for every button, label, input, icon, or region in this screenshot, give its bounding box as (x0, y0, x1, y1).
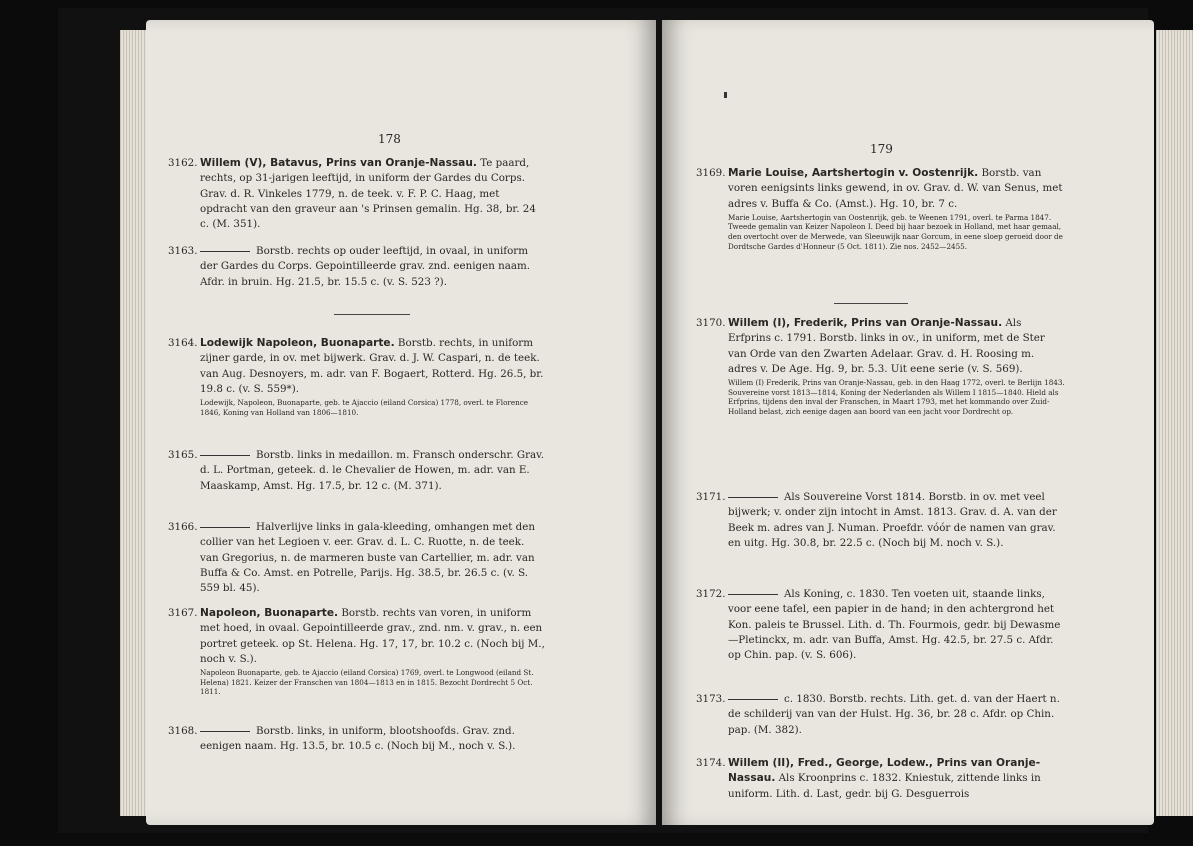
entry-heading: Marie Louise, Aartshertogin v. Oostenrijk. (728, 167, 979, 179)
left-page (146, 20, 656, 825)
entry-number: 3174. (696, 757, 726, 769)
entry-number: 3167. (168, 607, 198, 619)
entry-body: Borstb. links in medaillon. m. Fransch onderschr. Grav. d. L. Portman, geteek. d. le Chevalier de Howen, m. adr. van E. Maaskamp, Amst. Hg. 17.5, br. 12 c. (M. 371). (200, 449, 545, 492)
entry-body: Als Kroonprins c. 1832. Kniestuk, zittende links in uniform. Lith. d. Last, gedr. bij G. Desguerrois (728, 772, 1041, 800)
repeat-dash (728, 699, 778, 700)
book-spread (58, 8, 1148, 833)
section-divider (834, 303, 908, 304)
entry-body: Borstb. rechts van voren, in uniform met hoed, in ovaal. Gepointilleerde grav., znd. nm. v. grav., n. een portret geteek. op St. Helena. Hg. 17, 17, br. 10.2 c. (Noch bij M., noch v. S.). (200, 607, 545, 665)
catalog-entry (168, 606, 546, 697)
entry-number: 3171. (696, 491, 726, 503)
entry-note: Napoleon Buonaparte, geb. te Ajaccio (eiland Corsica) 1769, overl. te Longwood (eiland St. Helena) 1821. Keizer der Franschen van 1804—1813 en in 1815. Bezocht Dordrecht 5 Oct. 1811. (200, 668, 534, 697)
entry-heading: Lodewijk Napoleon, Buonaparte. (200, 337, 395, 349)
repeat-dash (200, 251, 250, 252)
repeat-dash (200, 731, 250, 732)
entry-body: Borstb. links, in uniform, blootshoofds. Grav. znd. eenigen naam. Hg. 13.5, br. 10.5 c. (Noch bij M., noch v. S.). (200, 725, 516, 753)
entry-heading: Willem (II), Fred., George, Lodew., Prins van Oranje-Nassau. (728, 757, 1041, 785)
right-page-edges (1156, 30, 1193, 816)
entry-body: Te paard, rechts, op 31-jarigen leeftijd, in uniform der Gardes du Corps. Grav. d. R. Vinkeles 1779, n. de teek. v. F. P. C. Haag, met opdracht van den graveur aan 's Prinsen gemalin. Hg. 38, br. 24 c. (M. 351). (200, 157, 536, 231)
catalog-entry (168, 336, 546, 417)
ink-speck (724, 92, 727, 98)
catalog-entry (696, 166, 1066, 251)
entry-note: Willem (I) Frederik, Prins van Oranje-Nassau, geb. in den Haag 1772, overl. te Berlijn 1843. Souvereine vorst 1813—1814, Koning der Nederlanden als Willem I 1815—1840. Hield als Erfprins, tijdens den inval der Franschen, in Maart 1793, met het kommando over Zuid-Holland belast, zich eenige dagen aan boord van een jacht voor Dordrecht op. (728, 378, 1065, 416)
entry-number: 3164. (168, 337, 198, 349)
entry-heading: Napoleon, Buonaparte. (200, 607, 339, 619)
entry-body: Halverlijve links in gala-kleeding, omhangen met den collier van het Legioen v. eer. Grav. d. L. C. Ruotte, n. de teek. van Gregorius, n. de marmeren buste van Cartellier, m. adr. van Buffa & Co. Amst. en Potrelle, Parijs. Hg. 38.5, br. 26.5 c. (v. S. 559 bl. 45). (200, 521, 535, 595)
entry-body: Als Koning, c. 1830. Ten voeten uit, staande links, voor eene tafel, een papier in de hand; in den achtergrond het Kon. paleis te Brussel. Lith. d. Th. Fourmois, gedr. bij Dewasme—Pletinckx, m. adr. van Buffa, Amst. Hg. 42.5, br. 27.5 c. Afdr. op Chin. pap. (v. S. 606). (728, 588, 1061, 662)
catalog-entry (696, 756, 1066, 802)
entry-number: 3163. (168, 245, 198, 257)
entry-note: Marie Louise, Aartshertogin van Oostenrijk, geb. te Weenen 1791, overl. te Parma 1847. Tweede gemalin van Keizer Napoleon I. Deed bij haar bezoek in Holland, met haar gemaal, den overtocht over de Merwede, van Sleeuwijk naar Gorcum, in eene sloep geroeid door de Dordtsche Gardes d'Honneur (5 Oct. 1811). Zie nos. 2452—2455. (728, 212, 1063, 251)
entry-body: c. 1830. Borstb. rechts. Lith. get. d. van der Haert n. de schilderij van van der Hulst. Hg. 36, br. 28 c. Afdr. op Chin. pap. (M. 382). (728, 693, 1060, 736)
entry-number: 3173. (696, 693, 726, 705)
entry-body: Borstb. rechts op ouder leeftijd, in ovaal, in uniform der Gardes du Corps. Gepointilleerde grav. znd. eenigen naam. Afdr. in bruin. Hg. 21.5, br. 15.5 c. (v. S. 523 ?). (200, 245, 531, 288)
repeat-dash (200, 455, 250, 456)
entry-body: Borstb. van voren eenigsints links gewend, in ov. Grav. d. W. van Senus, met adres v. Buffa & Co. (Amst.). Hg. 10, br. 7 c. (728, 167, 1063, 210)
catalog-entry (168, 724, 546, 755)
catalog-entry (168, 448, 546, 494)
entry-body: Borstb. rechts, in uniform zijner garde, in ov. met bijwerk. Grav. d. J. W. Caspari, n. de teek. van Aug. Desnoyers, m. adr. van F. Bogaert, Rotterd. Hg. 26.5, br. 19.8 c. (v. S. 559*). (200, 337, 544, 395)
entry-number: 3162. (168, 157, 198, 169)
entry-number: 3166. (168, 521, 198, 533)
right-page (662, 20, 1154, 825)
entry-number: 3170. (696, 317, 726, 329)
page-number: 179 (870, 142, 893, 156)
page-number: 178 (378, 132, 401, 146)
catalog-entry (696, 316, 1066, 417)
entry-note: Lodewijk, Napoleon, Buonaparte, geb. te Ajaccio (eiland Corsica) 1778, overl. te Florence 1846, Koning van Holland van 1806—1810. (200, 398, 528, 417)
entry-number: 3165. (168, 449, 198, 461)
entry-body: Als Souvereine Vorst 1814. Borstb. in ov. met veel bijwerk; v. onder zijn intocht in Amst. 1813. Grav. d. A. van der Beek m. adres van J. Numan. Proefdr. vóór de namen van grav. en uitg. Hg. 30.8, br. 22.5 c. (Noch bij M. noch v. S.). (728, 491, 1057, 549)
repeat-dash (728, 594, 778, 595)
catalog-entry (168, 156, 546, 232)
repeat-dash (200, 527, 250, 528)
section-divider (334, 314, 410, 315)
catalog-entry (168, 520, 546, 596)
catalog-entry (696, 490, 1066, 551)
entry-heading: Willem (I), Frederik, Prins van Oranje-Nassau. (728, 317, 1003, 329)
entry-number: 3172. (696, 588, 726, 600)
repeat-dash (728, 497, 778, 498)
catalog-entry (696, 587, 1066, 663)
catalog-entry (168, 244, 546, 290)
catalog-entry (696, 692, 1066, 738)
entry-number: 3168. (168, 725, 198, 737)
entry-heading: Willem (V), Batavus, Prins van Oranje-Nassau. (200, 157, 477, 169)
entry-number: 3169. (696, 167, 726, 179)
entry-body: Als Erfprins c. 1791. Borstb. links in ov., in uniform, met de Ster van Orde van den Zwarten Adelaar. Grav. d. H. Roosing m. adres v. De Age. Hg. 9, br. 5.3. Uit eene serie (v. S. 569). (728, 317, 1045, 375)
